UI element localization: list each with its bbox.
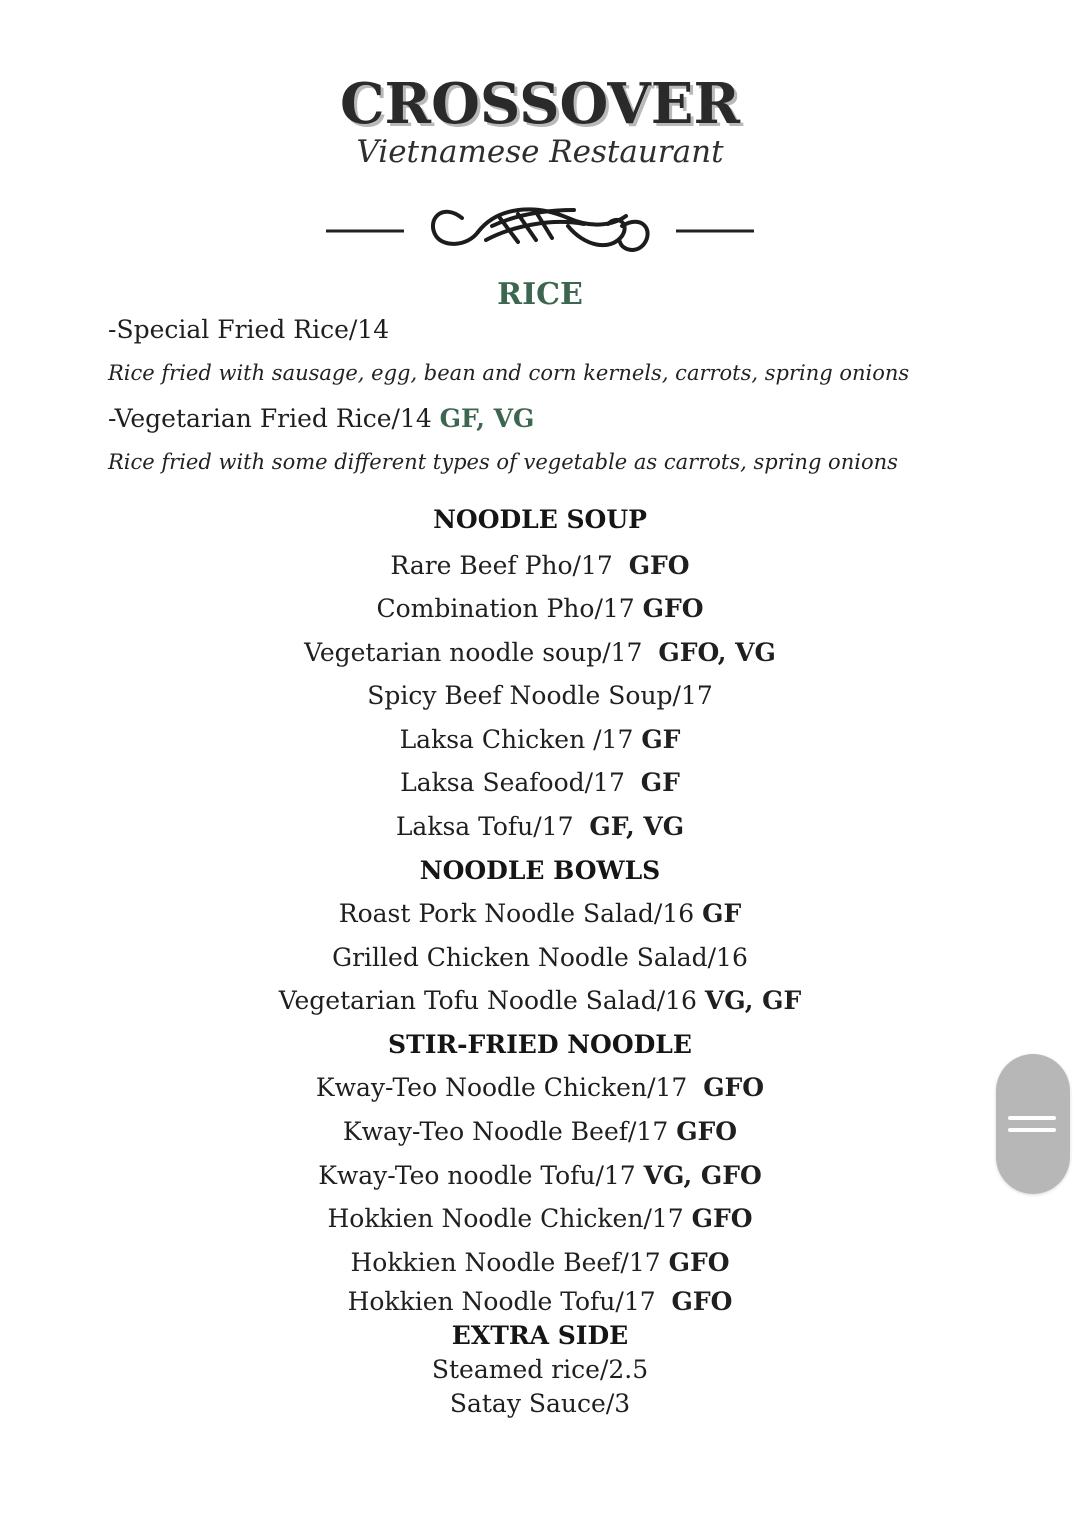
- item-name: Roast Pork Noodle Salad/16: [338, 899, 703, 928]
- item-name: Laksa Chicken /17: [399, 725, 642, 754]
- item-name: Laksa Tofu/17: [395, 812, 590, 841]
- item-name: Laksa Seafood/17: [400, 768, 641, 797]
- menu-item: [0, 1115, 1080, 1149]
- dietary-tags: GFO, VG: [658, 638, 776, 667]
- menu-item: [0, 1071, 1080, 1105]
- dietary-tags: GF: [640, 768, 680, 797]
- item-name: Combination Pho/17: [376, 594, 643, 623]
- item-description: Rice fried with some different types of vegetable as carrots, spring onions: [108, 450, 898, 474]
- menu-item: [0, 1285, 1080, 1319]
- dietary-tags: GFO: [671, 1287, 733, 1316]
- section-title-extra-side: EXTRA SIDE: [451, 1321, 629, 1350]
- item-name: Grilled Chicken Noodle Salad/16: [332, 943, 748, 972]
- ornamental-flourish-icon: [322, 196, 758, 268]
- menu-item: [0, 984, 1080, 1018]
- menu-item: [0, 1246, 1080, 1280]
- dietary-tags: VG, GFO: [643, 1161, 762, 1190]
- restaurant-subtitle: Vietnamese Restaurant: [356, 134, 724, 170]
- item-description: Rice fried with sausage, egg, bean and corn kernels, carrots, spring onions: [108, 361, 910, 385]
- item-name: Rare Beef Pho/17: [390, 551, 629, 580]
- menu-item: [0, 592, 1080, 626]
- dietary-tags: GF: [702, 899, 742, 928]
- menu-item-special-fried-rice: [108, 313, 389, 347]
- item-name: Hokkien Noodle Chicken/17: [327, 1204, 692, 1233]
- dietary-tags: GFO: [628, 551, 690, 580]
- item-name: Hokkien Noodle Beef/17: [350, 1248, 669, 1277]
- menu-item: [0, 549, 1080, 583]
- menu-item: [0, 723, 1080, 757]
- item-name: -Special Fried Rice/14: [108, 315, 390, 344]
- item-name: -Vegetarian Fried Rice/14: [108, 404, 440, 433]
- item-name: Satay Sauce/3: [449, 1389, 631, 1418]
- dietary-tags: GF, VG: [439, 404, 535, 433]
- item-name: Hokkien Noodle Tofu/17: [347, 1287, 672, 1316]
- dietary-tags: GF: [641, 725, 681, 754]
- item-name: Spicy Beef Noodle Soup/17: [367, 681, 713, 710]
- dietary-tags: GFO: [642, 594, 704, 623]
- item-name: Vegetarian noodle soup/17: [304, 638, 659, 667]
- section-title-noodle-soup: NOODLE SOUP: [433, 505, 647, 534]
- dietary-tags: GFO: [676, 1117, 738, 1146]
- restaurant-name: CROSSOVER: [339, 71, 740, 137]
- menu-item: [0, 1202, 1080, 1236]
- menu-item: [0, 897, 1080, 931]
- dietary-tags: GFO: [691, 1204, 753, 1233]
- section-title-stir-fried-noodle: STIR-FRIED NOODLE: [388, 1030, 692, 1059]
- dietary-tags: GFO: [703, 1073, 765, 1102]
- drag-handle-button[interactable]: [996, 1054, 1070, 1194]
- drag-handle-icon: [1008, 1128, 1056, 1132]
- dietary-tags: GFO: [668, 1248, 730, 1277]
- section-title-noodle-bowls: NOODLE BOWLS: [419, 856, 661, 885]
- item-name: Kway-Teo Noodle Beef/17: [342, 1117, 677, 1146]
- menu-item: [0, 679, 1080, 713]
- menu-item: [0, 810, 1080, 844]
- menu-item: [0, 1159, 1080, 1193]
- drag-handle-icon: [1008, 1116, 1056, 1120]
- menu-item: [0, 766, 1080, 800]
- menu-item: [0, 1387, 1080, 1421]
- menu-item: [0, 941, 1080, 975]
- item-name: Steamed rice/2.5: [431, 1355, 649, 1384]
- menu-item: [0, 636, 1080, 670]
- section-title-rice: RICE: [497, 277, 583, 312]
- item-name: Vegetarian Tofu Noodle Salad/16: [278, 986, 705, 1015]
- dietary-tags: VG, GF: [704, 986, 802, 1015]
- menu-item-vegetarian-fried-rice: [108, 402, 534, 436]
- item-name: Kway-Teo noodle Tofu/17: [318, 1161, 644, 1190]
- item-name: Kway-Teo Noodle Chicken/17: [315, 1073, 704, 1102]
- menu-item: [0, 1353, 1080, 1387]
- dietary-tags: GF, VG: [589, 812, 685, 841]
